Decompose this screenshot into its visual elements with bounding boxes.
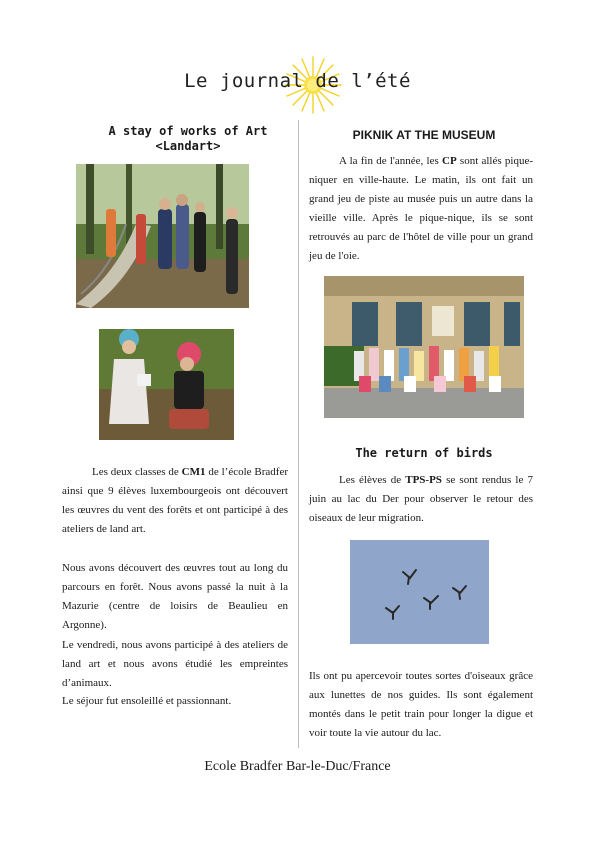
right-paragraph-3: Ils ont pu apercevoir toutes sortes d'oiseaux grâce aux lunettes de nos guides. Ils sont également montés dans le petit train pour longer la digue et voir toute la vie autour du lac. bbox=[309, 670, 533, 739]
journal-title: Le journal de l’été bbox=[184, 70, 411, 92]
left-heading-line2: <Landart> bbox=[155, 139, 221, 153]
photo-girls-drawing bbox=[99, 329, 234, 440]
left-paragraph-1: Les deux classes de CM1 de l’école Bradfer ainsi que 9 élèves luxembourgeois ont découvert les œuvres du vent des forêts et ont participé à des ateliers de land art. bbox=[62, 466, 288, 535]
right-heading-2: The return of birds bbox=[355, 446, 493, 460]
right-paragraph-2: Les élèves de TPS-PS se sont rendus le 7 juin au lac du Der pour observer le retour des oiseaux de leur migration. bbox=[309, 474, 534, 524]
footer-school: Ecole Bradfer Bar-le-Duc/France bbox=[204, 759, 391, 774]
left-paragraph-4: Le séjour fut ensoleillé et passionnant. bbox=[62, 695, 232, 707]
photo-forest-group bbox=[76, 164, 249, 308]
left-heading bbox=[88, 124, 288, 154]
right-paragraph-1: A la fin de l'année, les CP sont allés pique-niquer en ville-haute. Le matin, ils ont fait un grand jeu de piste au musée puis un autre dans la vieille ville. Après le pique-nique, ils se sont retrouvés au parc de l'hôtel de ville pour un grand jeu de l'oie. bbox=[309, 155, 533, 262]
left-paragraph-2: Nous avons découvert des œuvres tout au long du parcours en forêt. Nous avons passé la nuit à la Mazurie (centre de loisirs de Beaulieu en Argonne). bbox=[62, 562, 288, 631]
left-paragraph-3: Le vendredi, nous avons participé à des ateliers de land art et nous avons étudié les empreintes d’animaux. bbox=[62, 639, 288, 689]
right-heading-1: PIKNIK AT THE MUSEUM bbox=[352, 128, 496, 142]
left-heading-line1: A stay of works of Art bbox=[108, 124, 268, 138]
column-divider bbox=[298, 120, 299, 748]
photo-class-museum bbox=[324, 276, 524, 418]
photo-birds-sky bbox=[350, 540, 489, 644]
